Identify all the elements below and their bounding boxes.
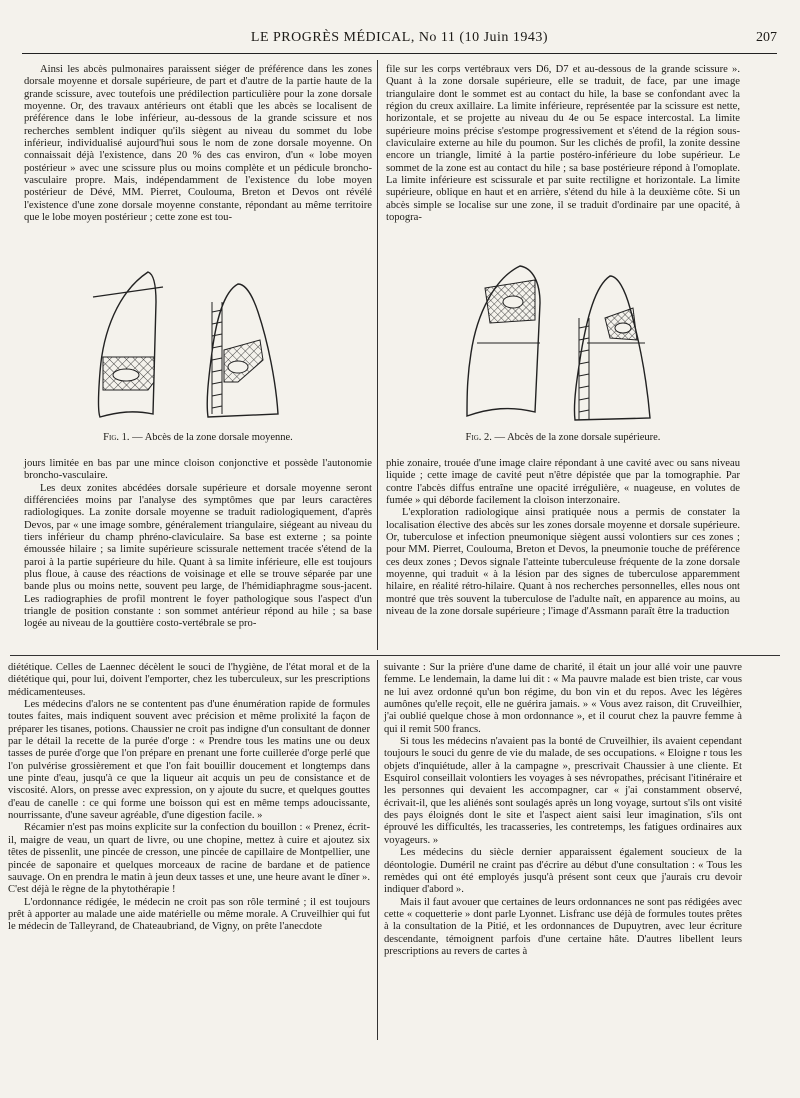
paragraph: Mais il faut avouer que certaines de leurs ordonnances ne sont pas rédigées avec cette « coquetterie » dont parle Lyonnet. Lisfranc use déjà de formules toutes prêtes à la consultation de la Pitié, et les ordonnances de Dupuytren, avec leur écriture descendante, témoignent parfois d'une certaine hâte. D'autres libellent leurs prescriptions au revers de cartes à — [384, 896, 742, 957]
top-right-column — [386, 64, 740, 224]
paragraph: Les deux zonites abcédées dorsale supérieure et dorsale moyenne seront différenciées moins par l'analyse des symptômes que par leurs caractères radiologiques. La zonite dorsale moyenne se traduit radiologiquement, d'après Devos, par « une image sombre, généralement triangulaire, siégeant au niveau du tiers inférieur du champ phréno-claviculaire. Sa base est externe ; sa pointe émoussée hilaire ; sa limite supérieure scissurale nettement tracée s'étend de la paroi à la partie supérieure du hile. Quant à sa limite inférieure, elle est toujours plus floue, à cause des réactions de voisinage et elle se trouve séparée par une bande plus ou moins nette, souvent peu large, de l'hémidiaphragme sous-jacent. Les radiographies de profil montrent le foyer pathologique sous l'aspect d'un triangle de position constante : son sommet antérieur répond au hile ; sa base logée au niveau de la gouttière costo-vertébrale se pro- — [24, 482, 372, 630]
figure-label: Fig. 2. — [465, 432, 492, 443]
section-separator — [10, 655, 780, 656]
figure-label: Fig. 1. — [103, 432, 130, 443]
bottom-left-column — [8, 662, 370, 934]
paragraph: jours limitée en bas par une mince cloison conjonctive et possède l'autonomie broncho-vasculaire. — [24, 458, 372, 482]
caption-text: — Abcès de la zone dorsale supérieure. — [491, 432, 661, 443]
middle-left-column — [24, 458, 372, 631]
figure-1-lung-diagram — [88, 262, 323, 427]
paragraph: Si tous les médecins n'avaient pas la bonté de Cruveilhier, ils avaient cependant toujours le souci du genre de vie du malade, de ses occupations. « Eloigne r tous les objets d'inquiétude, aller à la campagne », prescrivait Chaussier à une cliente. Et Esquirol conseillait volontiers les voyages à ses névropathes, précisant l'itinéraire et les personnes qui devaient les accompagner, car « j'ai constamment observé, écrivait-il, que les aliénés sont soulagés après un long voyage, surtout s'ils ont visité des pays éloignés dont le site et l'aspect aient saisi leur imagination, s'ils ont éprouvé les difficultés, les tracasseries, les contretemps, les fatigues ordinaires aux voyageurs. » — [384, 736, 742, 846]
paragraph: L'ordonnance rédigée, le médecin ne croit pas son rôle terminé ; il est toujours prêt à apporter au malade une aide matérielle ou même morale. A Cruveilhier qui fut le médecin de Talleyrand, de Chateaubriand, de Vigny, on prête l'anecdote — [8, 896, 370, 933]
paragraph: Ainsi les abcès pulmonaires paraissent siéger de préférence dans les zones dorsale moyenne et dorsale supérieure, de part et d'autre de la partie haute de la grande scissure, avec toutefois une prédilection particulière pour la zone dorsale moyenne. Or, des travaux antérieurs ont établi que les abcès se localisent de préférence dans le lobe inférieur, au-dessous de la grande scissure et nos recherches semblent indiquer qu'ils siègent au niveau du sommet du lobe inférieur, individualisé aujourd'hui sous le nom de zone dorsale moyenne. On connaissait déjà l'existence, dans 20 % des cas environ, d'un « lobe moyen postérieur » avec une scissure plus ou moins complète et un pédicule broncho-vasculaire propre. Mais, indépendamment de l'existence du lobe moyen postérieur de Dévé, MM. Pierret, Coulouma, Breton et Devos ont révélé l'existence d'une zone dorsale moyenne constante, répondant au même territoire que le lobe moyen postérieur ; cette zone est tou- — [24, 64, 372, 224]
caption-text: — Abcès de la zone dorsale moyenne. — [129, 432, 293, 443]
column-divider — [377, 60, 378, 650]
paragraph: Récamier n'est pas moins explicite sur la confection du bouillon : « Prenez, écrit-il, maigre de veau, un quart de livre, ou une chopine, mettez à cuire et ajoutez six têtes de pissenlit, une pincée de cresson, une pincée de capillaire de Montpellier, une pincée de saponaire et quelques morceaux de racine de bardane et de patience sauvage. On en prendra le matin à jeun deux tasses et une, une heure avant le dîner ». C'est déjà le règne de la phytothérapie ! — [8, 822, 370, 896]
paragraph: Les médecins d'alors ne se contentent pas d'une énumération rapide de formules toutes faites, mais indiquent souvent avec précision et même prolixité la façon de préparer les tisanes, potions. Chaussier ne croit pas indigne d'un consultant de donner par le détail la recette de la purée d'orge : « Prendre tous les matins une ou deux tasses de purée d'orge que l'on prépare en prenant une forte cuillerée d'orge perlé que l'on pulvérise grossièrement et que l'on fait bouillir doucement et longtemps dans une pinte d'eau, jusqu'à ce que la liqueur ait acquis un peu de consistance et de viscosité. Alors, on presse avec expression, on y ajoute du sucre, et quelques gouttes d'eau de canelle : ce qui forme une boisson qui est en même temps adoucissante, nourrissante, d'une saveur agréable, d'une digestion facile. » — [8, 699, 371, 822]
page-number: 207 — [756, 30, 777, 45]
paragraph: Les médecins du siècle dernier apparaissent également soucieux de la déontologie. Duméril ne craint pas d'écrire au début d'une consultation : « Tous les remèdes qui ont été employés jusqu'à présent sont ceux que j'aurais cru devoir indiquer d'abord ». — [384, 847, 742, 896]
figure-2-lung-diagram — [455, 258, 690, 428]
paragraph: suivante : Sur la prière d'une dame de charité, il était un jour allé voir une pauvre femme. Le lendemain, la dame lui dit : « Ma pauvre malade est bien triste, car vous ne lui avez ordonné qu'un bon régime, du bon vin et du repos. Avec les légères aumônes qu'elle reçoit, elle ne guérira jamais. » « Vous avez raison, dit Cruveilhier, j'ai oublié quelque chose à mon ordonnance », et il courut chez la pauvre femme à qui il remit 500 francs. — [384, 662, 742, 735]
bottom-right-column — [384, 662, 742, 958]
paragraph: L'exploration radiologique ainsi pratiquée nous a permis de constater la localisation élective des abcès sur les zones dorsale moyenne et dorsale supérieure. Or, tuberculose et infection pneumonique siègent aussi volontiers sur ces zones ; pour MM. Pierret, Coulouma, Breton et Devos, la pneumonie touche de préférence ces deux zones ; Devos signale l'atteinte tuberculeuse fréquente de la zone dorsale moyenne, qui traduit « à la lésion par des signes de tuberculose apparemment hilaire, en réalité rétro-hilaire. Quant à nos recherches personnelles, elles nous ont montré que très souvent la tuberculose de l'adulte naît, en apparence au moins, au niveau de la zone dorsale supérieure ; l'image d'Assmann paraît être la traduction — [386, 507, 740, 618]
figure-2-caption — [386, 432, 740, 443]
middle-right-column — [386, 458, 740, 618]
top-left-column — [24, 64, 372, 224]
paragraph: file sur les corps vertébraux vers D6, D7 et au-dessous de la grande scissure ». Quant à la zone dorsale supérieure, elle se traduit, de face, par une image triangulaire dont le sommet est au contact du hile, la base se confondant avec la région du creux axillaire. La limite inférieure, représentée par la scissure est nette, horizontale, et se projette au niveau du 4e ou 5e espace intercostal. La limite supérieure moins précise s'estompe progressivement et s'étend de la région sous-claviculaire externe au hile du poumon. Sur les clichés de profil, la zonite dessine encore un triangle, limité à la partie postéro-inférieure du lobe supérieur. Le sommet de la zone est au contact du hile ; sa base postérieure répond à l'omoplate. La limite inférieure est scissurale et par suite rectiligne et horizontale. La limite supérieure, oblique en haut et en arrière, s'étend du hile à la deuxième côte. Si un abcès simple se localise sur une zone, il se traduit d'ordinaire par une opacité, à topogra- — [386, 64, 740, 224]
paragraph: diététique. Celles de Laennec décèlent le souci de l'hygiène, de l'état moral et de la diététique qui, pour lui, doivent l'emporter, chez les tuberculeux, sur les prescriptions médicamenteuses. — [8, 662, 370, 698]
column-divider — [377, 660, 378, 1040]
figure-1-caption — [24, 432, 372, 443]
paragraph: phie zonaire, trouée d'une image claire répondant à une cavité avec ou sans niveau liquide ; cette image de cavité peut n'être dépistée que par la tomographie. Par contre l'abcès diffus entraîne une opacité irrégulière, « nuageuse, en volutes de fumée » qui déborde facilement la cloison interzonaire. — [386, 458, 740, 507]
journal-title: LE PROGRÈS MÉDICAL, No 11 (10 Juin 1943) — [250, 30, 549, 45]
page-header — [22, 28, 777, 54]
